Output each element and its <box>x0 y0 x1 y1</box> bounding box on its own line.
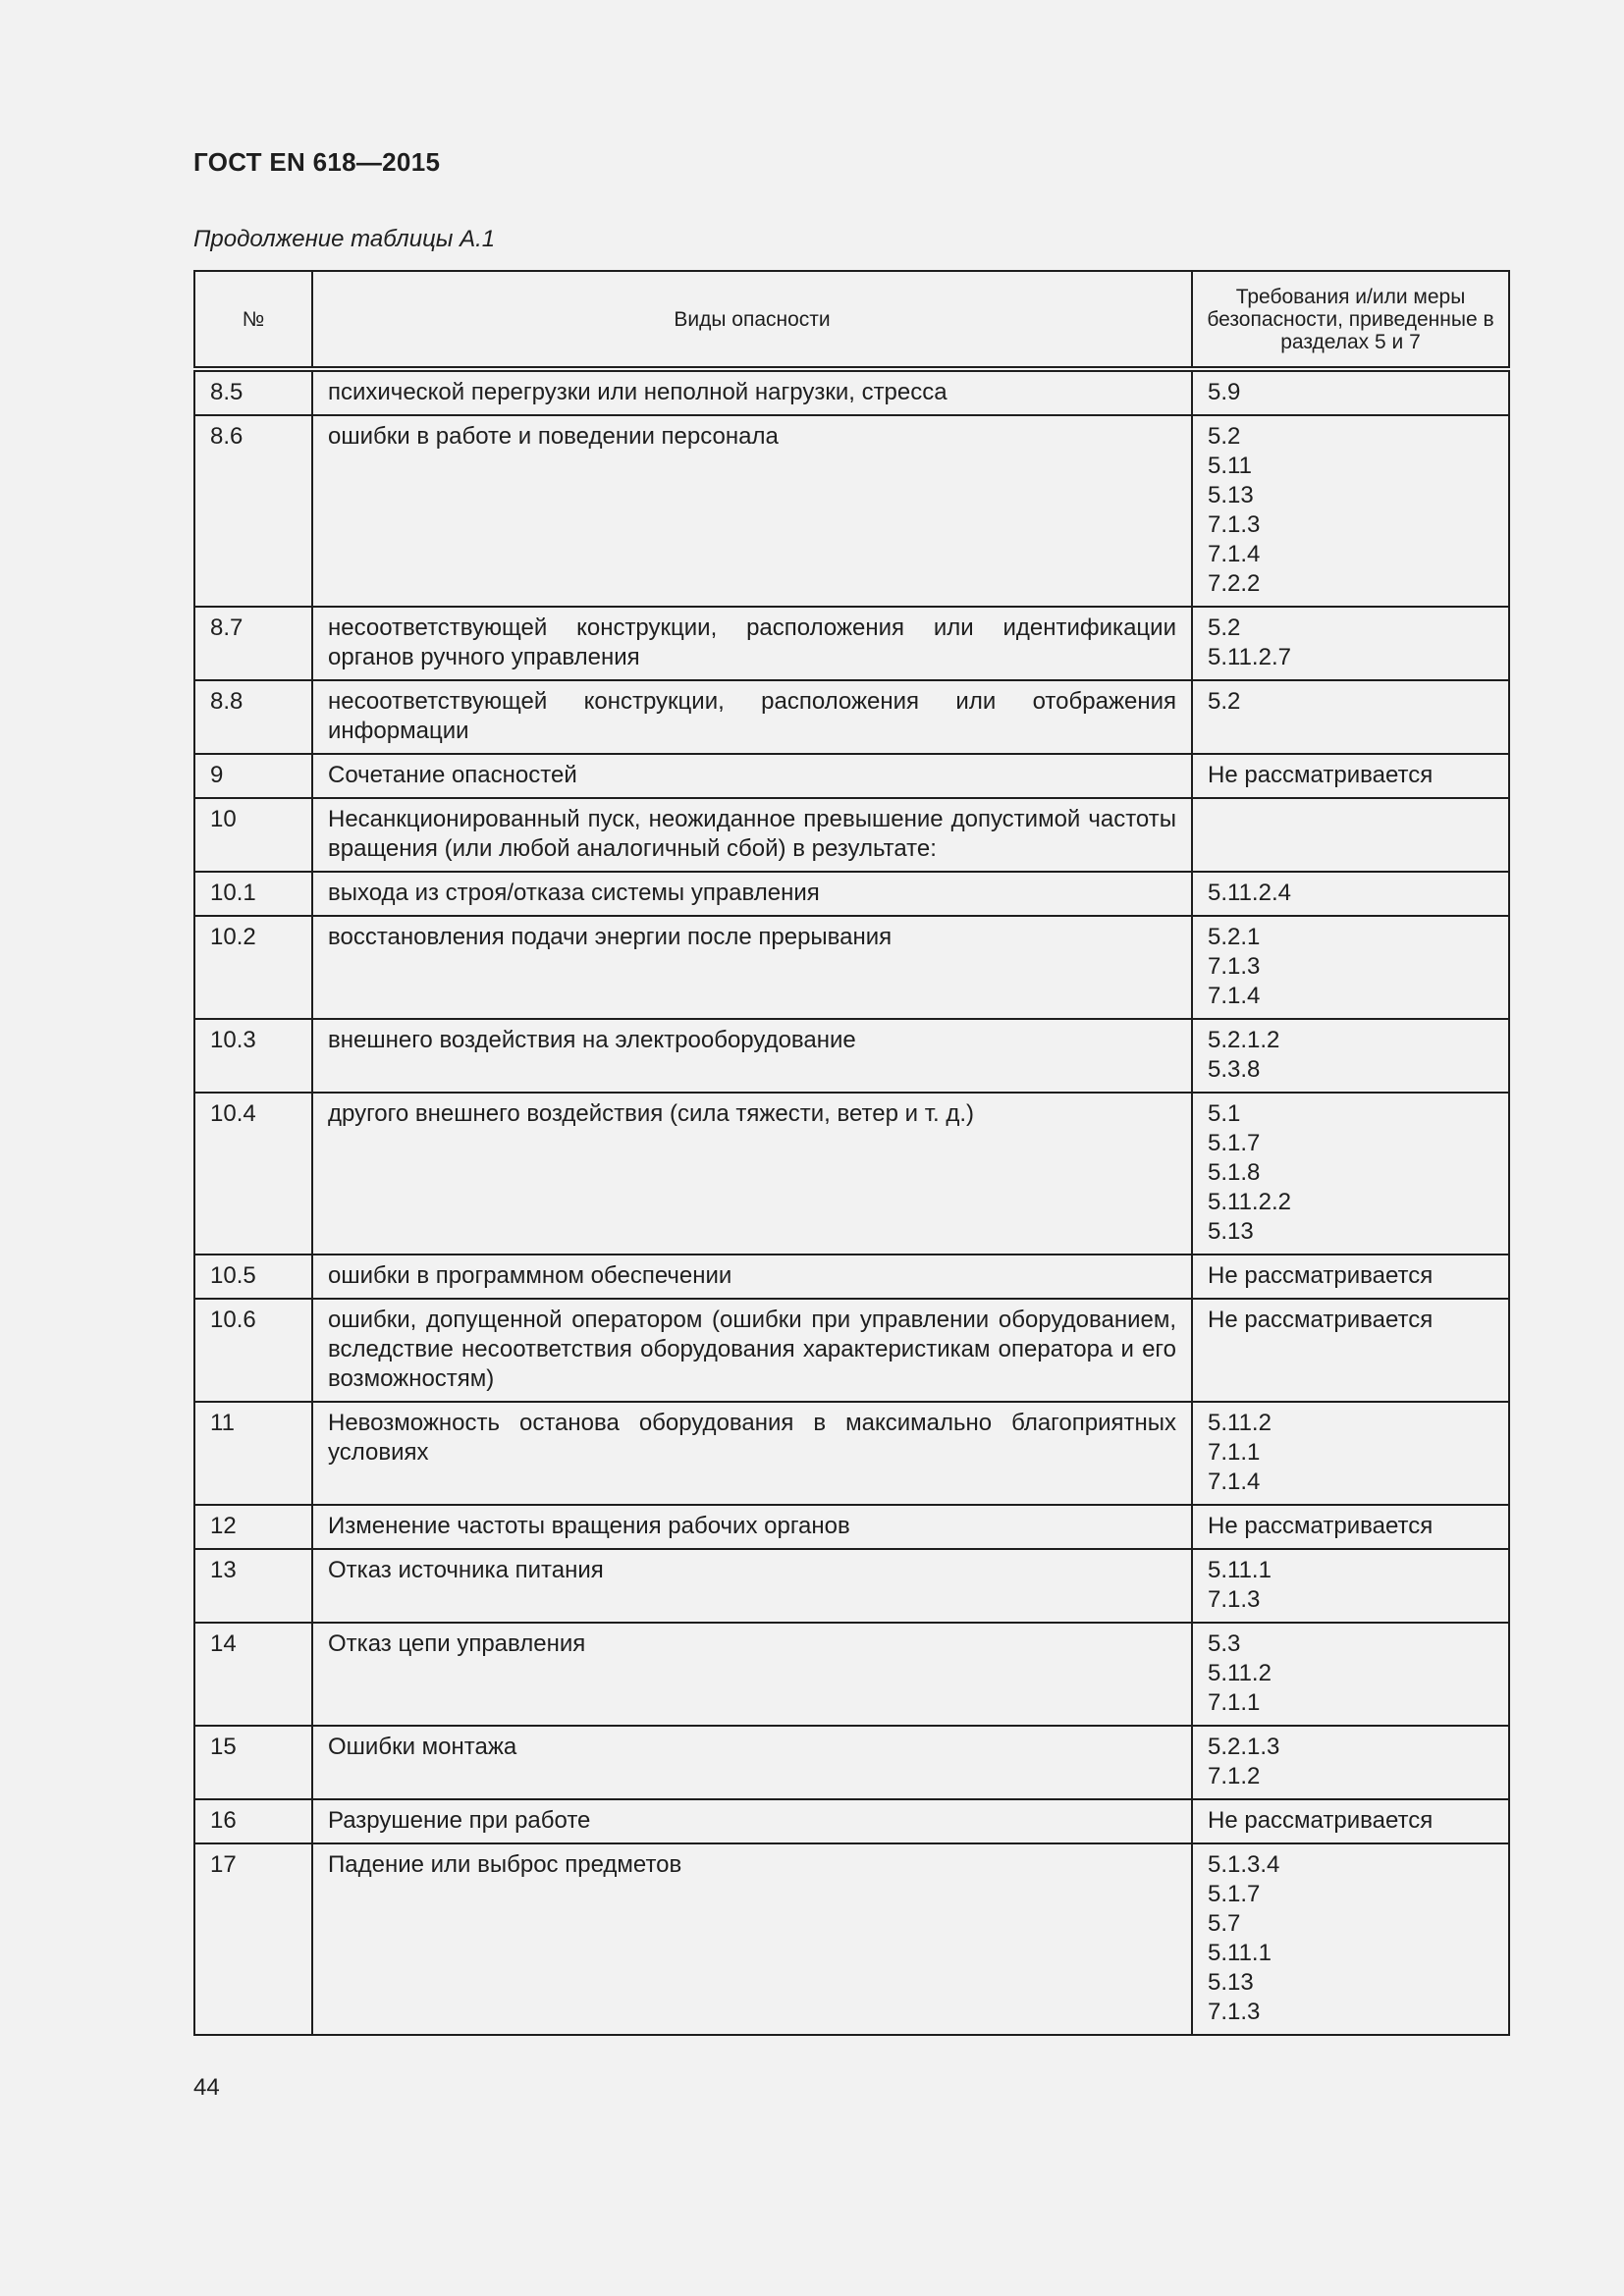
row-number: 8.5 <box>194 369 312 415</box>
table-row <box>194 916 1509 1019</box>
hazard-description: другого внешнего воздействия (сила тяжести, ветер и т. д.) <box>312 1093 1192 1255</box>
row-number: 9 <box>194 754 312 798</box>
requirement-reference: Не рассматривается <box>1208 1262 1434 1289</box>
table-row <box>194 1799 1509 1843</box>
column-header-number: № <box>194 271 312 369</box>
requirement-reference: 5.3.8 <box>1208 1056 1261 1083</box>
hazard-description: Отказ источника питания <box>312 1549 1192 1623</box>
row-number: 10.5 <box>194 1255 312 1299</box>
row-number: 8.6 <box>194 415 312 607</box>
requirements-cell <box>1192 1505 1509 1549</box>
requirement-reference: Не рассматривается <box>1208 762 1434 788</box>
requirement-reference: 7.1.4 <box>1208 983 1261 1009</box>
requirement-reference: 5.13 <box>1208 1969 1254 1996</box>
requirement-reference: 5.1 <box>1208 1100 1241 1127</box>
table-row <box>194 1726 1509 1799</box>
requirement-reference: 7.1.1 <box>1208 1689 1261 1716</box>
hazard-description: ошибки, допущенной оператором (ошибки при управлении оборудованием, вследствие несоответствия оборудования характеристикам оператора и его возможностям) <box>312 1299 1192 1402</box>
requirements-cell <box>1192 916 1509 1019</box>
row-number: 15 <box>194 1726 312 1799</box>
table-caption: Продолжение таблицы А.1 <box>193 226 496 252</box>
table-header-row <box>194 271 1509 369</box>
hazard-description: Изменение частоты вращения рабочих органов <box>312 1505 1192 1549</box>
requirement-reference: 5.9 <box>1208 379 1241 405</box>
row-number: 10 <box>194 798 312 872</box>
requirement-reference: 5.11.2.7 <box>1208 644 1291 670</box>
requirement-reference: 5.11 <box>1208 453 1252 479</box>
table-row <box>194 1402 1509 1505</box>
row-number: 10.6 <box>194 1299 312 1402</box>
requirements-cell <box>1192 1549 1509 1623</box>
table-row <box>194 1505 1509 1549</box>
table-row <box>194 754 1509 798</box>
requirement-reference: 5.2 <box>1208 688 1241 715</box>
requirement-reference: 5.2.1.3 <box>1208 1734 1280 1760</box>
requirement-reference: 5.11.2.4 <box>1208 880 1291 906</box>
table-row <box>194 872 1509 916</box>
hazard-description: несоответствующей конструкции, расположения или отображения информации <box>312 680 1192 754</box>
requirements-cell <box>1192 1623 1509 1726</box>
row-number: 16 <box>194 1799 312 1843</box>
requirements-cell <box>1192 1726 1509 1799</box>
table-row <box>194 1019 1509 1093</box>
table-row <box>194 1093 1509 1255</box>
requirement-reference: 5.3 <box>1208 1630 1241 1657</box>
requirement-reference: 7.1.3 <box>1208 1586 1261 1613</box>
table-body <box>194 369 1509 2035</box>
requirement-reference: 5.2 <box>1208 614 1241 641</box>
row-number: 13 <box>194 1549 312 1623</box>
requirement-reference: 5.13 <box>1208 1218 1254 1245</box>
table-row <box>194 369 1509 415</box>
hazard-description: Невозможность останова оборудования в максимально благоприятных условиях <box>312 1402 1192 1505</box>
row-number: 10.1 <box>194 872 312 916</box>
requirements-cell <box>1192 1299 1509 1402</box>
column-header-hazard: Виды опасности <box>312 271 1192 369</box>
requirement-reference: 5.2.1.2 <box>1208 1027 1280 1053</box>
row-number: 14 <box>194 1623 312 1726</box>
requirement-reference: 5.13 <box>1208 482 1254 508</box>
requirement-reference: 7.1.1 <box>1208 1439 1261 1466</box>
hazard-description: ошибки в программном обеспечении <box>312 1255 1192 1299</box>
requirement-reference: 5.11.1 <box>1208 1557 1272 1583</box>
requirement-reference: 7.1.3 <box>1208 1999 1261 2025</box>
requirement-reference: 5.11.2 <box>1208 1660 1272 1686</box>
requirement-reference: 5.11.1 <box>1208 1940 1272 1966</box>
row-number: 17 <box>194 1843 312 2035</box>
requirement-reference: 5.11.2.2 <box>1208 1189 1291 1215</box>
hazard-description: Разрушение при работе <box>312 1799 1192 1843</box>
row-number: 11 <box>194 1402 312 1505</box>
requirements-cell <box>1192 798 1509 872</box>
requirement-reference: 7.1.3 <box>1208 511 1261 538</box>
table-row <box>194 1299 1509 1402</box>
requirements-cell <box>1192 1799 1509 1843</box>
row-number: 8.7 <box>194 607 312 680</box>
row-number: 10.2 <box>194 916 312 1019</box>
requirement-reference: 5.1.7 <box>1208 1130 1261 1156</box>
requirements-cell <box>1192 872 1509 916</box>
table-row <box>194 1255 1509 1299</box>
requirement-reference: 5.11.2 <box>1208 1410 1272 1436</box>
hazard-description: ошибки в работе и поведении персонала <box>312 415 1192 607</box>
requirement-reference: 5.7 <box>1208 1910 1241 1937</box>
requirements-cell <box>1192 369 1509 415</box>
hazard-description: внешнего воздействия на электрооборудование <box>312 1019 1192 1093</box>
row-number: 10.4 <box>194 1093 312 1255</box>
requirement-reference: 5.1.3.4 <box>1208 1851 1280 1878</box>
requirement-reference: 7.2.2 <box>1208 570 1261 597</box>
hazard-description: выхода из строя/отказа системы управления <box>312 872 1192 916</box>
row-number: 10.3 <box>194 1019 312 1093</box>
document-header: ГОСТ EN 618—2015 <box>193 147 441 177</box>
requirement-reference: 5.1.8 <box>1208 1159 1261 1186</box>
table-row <box>194 1623 1509 1726</box>
hazard-description: несоответствующей конструкции, расположения или идентификации органов ручного управления <box>312 607 1192 680</box>
requirement-reference: 7.1.4 <box>1208 1468 1261 1495</box>
page-number: 44 <box>193 2074 220 2101</box>
table-row <box>194 607 1509 680</box>
table-row <box>194 798 1509 872</box>
hazard-description: Сочетание опасностей <box>312 754 1192 798</box>
hazard-description: психической перегрузки или неполной нагрузки, стресса <box>312 369 1192 415</box>
row-number: 8.8 <box>194 680 312 754</box>
requirement-reference: Не рассматривается <box>1208 1307 1434 1333</box>
requirement-reference: 7.1.4 <box>1208 541 1261 567</box>
requirement-reference: 5.1.7 <box>1208 1881 1261 1907</box>
hazard-description: Ошибки монтажа <box>312 1726 1192 1799</box>
row-number: 12 <box>194 1505 312 1549</box>
requirement-reference: 5.2 <box>1208 423 1241 450</box>
requirement-reference: 5.2.1 <box>1208 924 1261 950</box>
hazard-description: восстановления подачи энергии после прерывания <box>312 916 1192 1019</box>
requirements-cell <box>1192 1019 1509 1093</box>
requirements-cell <box>1192 680 1509 754</box>
requirements-cell <box>1192 607 1509 680</box>
requirements-cell <box>1192 1255 1509 1299</box>
table-row <box>194 680 1509 754</box>
requirement-reference: Не рассматривается <box>1208 1807 1434 1834</box>
hazards-table <box>193 270 1510 2036</box>
table-row <box>194 415 1509 607</box>
requirements-cell <box>1192 1843 1509 2035</box>
hazard-description: Падение или выброс предметов <box>312 1843 1192 2035</box>
requirement-reference: 7.1.2 <box>1208 1763 1261 1789</box>
requirements-cell <box>1192 415 1509 607</box>
requirements-cell <box>1192 1402 1509 1505</box>
hazard-description: Несанкционированный пуск, неожиданное превышение допустимой частоты вращения (или любой аналогичный сбой) в результате: <box>312 798 1192 872</box>
requirement-reference: Не рассматривается <box>1208 1513 1434 1539</box>
requirements-cell <box>1192 1093 1509 1255</box>
requirement-reference: 7.1.3 <box>1208 953 1261 980</box>
requirements-cell <box>1192 754 1509 798</box>
table-row <box>194 1549 1509 1623</box>
column-header-requirements: Требования и/или меры безопасности, приведенные в разделах 5 и 7 <box>1192 271 1509 369</box>
table-row <box>194 1843 1509 2035</box>
hazard-description: Отказ цепи управления <box>312 1623 1192 1726</box>
